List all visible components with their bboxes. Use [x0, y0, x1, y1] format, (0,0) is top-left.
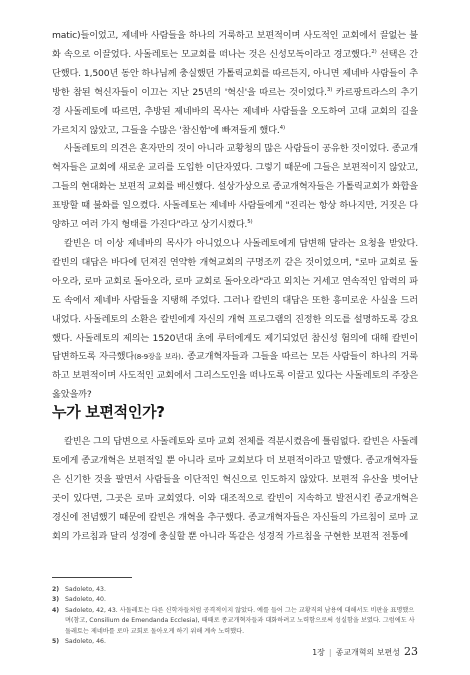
footnote-number: 3) — [52, 596, 60, 604]
section-heading: 누가 보편적인가? — [52, 403, 165, 421]
footnote-ref: 3) — [326, 86, 333, 93]
page-number: 23 — [404, 645, 418, 658]
chapter-title: 종교개혁의 보편성 — [335, 648, 400, 657]
text-run: matic)들이었고, 제네바 사람들을 하나의 거룩하고 보편적이며 사도적인 교회에서 끌없는 불화 속으로 이끌었다. 사돌레토는 모교회를 떠나는 것은 신성모독이라고 경고했다. — [52, 30, 418, 60]
text-run: 카르팡트라스의 추기경 사돌레토에 따르면, 추방된 제네바의 목사는 제네바 사람들을 오도하여 고대 교회의 길을 가르치지 않았고, 그들을 수많은 '참신함'에 빠져들게 했다. — [52, 86, 418, 136]
footnote-ref: 5) — [247, 219, 253, 225]
footnote-text: Sadoleto, 43. — [65, 586, 106, 593]
paragraph: 칼빈은 그의 답변으로 사돌레토와 로마 교회 전체를 격분시켰음에 틀림없다. 칼빈은 사돌레토에게 종교개혁은 보편적일 뿐 아니라 로마 교회보다 더 보편적이라고 말했다. 종교개혁자들은 신기한 것을 팔면서 사람들을 이단적인 혁신으로 인도하지 않았다. 보편적 유산을 벗어난 곳이 있다면, 그곳은 로마 교회였다. 이와 대조적으로 칼빈이 지속하고 발전시킨 종교개혁은 경신에 전념했기 때문에 칼빈은 개혁을 추구했다. 종교개혁자들은 자신들의 가르침이 로마 교회의 가르침과 달리 성경에 충실할 뿐 아니라 똑같은 성경적 가르침을 구현한 보편적 전통에 — [52, 436, 418, 542]
footnote-ref: 4) — [279, 124, 285, 131]
footnote-ref: 2) — [371, 48, 377, 55]
paragraph — [52, 235, 418, 405]
footnote-text: Sadoleto, 46. — [65, 638, 106, 646]
chapter-label: 1장 — [312, 648, 325, 657]
paragraph — [52, 27, 418, 140]
footnote-divider — [52, 577, 132, 578]
footnote — [52, 585, 418, 595]
inline-reference: (8-9장을 보라) — [134, 352, 181, 362]
footnote-number: 2) — [52, 586, 60, 593]
footer-separator: | — [328, 648, 332, 657]
page-footer — [312, 645, 418, 658]
footnote — [52, 595, 418, 605]
footnote-text: Sadoleto, 42, 43. 사돌레토는 다른 신학자들처럼 공격적이지 않았다. 예를 들어 그는 교황직의 남용에 대해서도 비판을 표명했으며(참고, Consilium de Emendanda Ecclesia), 때때로 종교개혁자들과 대화하려고 노력함으로써 성실함을 보였다. 그럼에도 사돌레토는 제네바를 로마 교회로 돌아오게 하기 위해 계속 노력했다. — [65, 606, 415, 635]
section-body-text — [52, 433, 418, 546]
body-text — [52, 27, 418, 405]
footnote-number: 4) — [52, 606, 60, 614]
text-run: 선택은 간단했다. 1,500년 동안 하나님께 충실했던 가톨릭교회를 따르든지, 아니면 제네바 사람들이 추방한 참된 혁신자들이 이끄는 지난 25년의 '혁신'을 따르는 것이었다. — [52, 48, 418, 98]
footnotes — [52, 585, 418, 647]
text-run: . 종교개혁자들과 그들을 따르는 모든 사람들이 하나의 거룩하고 보편적이며 사도적인 교회에서 그리스도인을 떠나도록 이끌고 있다는 사돌레토의 주장은 옳았을까? — [52, 351, 419, 401]
footnote-text: Sadoleto, 40. — [65, 596, 106, 604]
footnote-number: 5) — [52, 638, 60, 646]
text-run: 칼빈은 더 이상 제네바의 목사가 아니었으나 사돌레토에게 답변해 달라는 요청을 받았다. 칼빈의 대답은 바다에 던져진 연약한 개혁교회의 구명조끼 같은 것이었으며, "로마 교회로 돌아오라, 로마 교회로 돌아오라, 로마 교회로 돌아오라"라고 외치는 거세고 연속적인 압력의 파도 속에서 제네바 사람들을 지탱해 주었다. 그러나 칼빈의 대답은 또한 흥미로운 사실을 드러내었다. 사돌레토의 소환은 칼빈에게 자신의 개혁 프로그램의 진정한 의도를 설명하도록 강요했다. 사돌레토의 제의는 1520년대 초에 루터에게도 제기되었던 참신성 혐의에 대해 칼빈이 답변하도록 자극했다 — [52, 237, 418, 363]
footnote — [52, 606, 418, 637]
paragraph — [52, 140, 418, 235]
text-run: 사돌레토의 의견은 혼자만의 것이 아니라 교황청의 많은 사람들이 공유한 것이었다. 종교개혁자들은 교회에 새로운 교리를 도입한 이단자였다. 그렇기 때문에 그들은 보편적이지 않았고, 그들의 현대화는 보편적 교회를 배신했다. 설상가상으로 종교개혁자들은 가톨릭교회가 화합을 표방할 때 불화를 일으켰다. 사돌레토는 제네바 사람들에게 "진리는 항상 하나지만, 거짓은 다양하고 여러 가지 형태를 가진다"라고 상기시켰다. — [52, 143, 418, 231]
